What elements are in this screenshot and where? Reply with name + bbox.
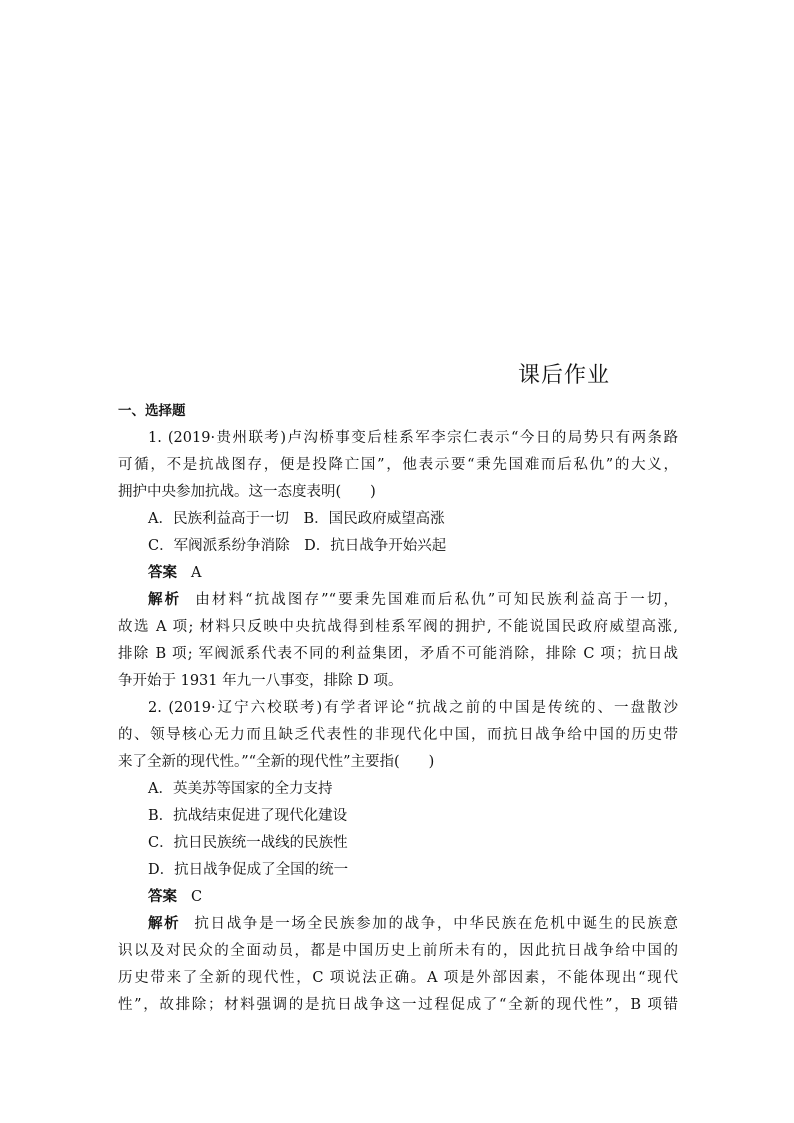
question-2-option: A．英美苏等国家的全力支持 <box>148 781 333 797</box>
question-1-option: C．军阀派系纷争消除 D．抗日战争开始兴起 <box>148 538 447 554</box>
question-1-line: 1. (2019·贵州联考)卢沟桥事变后桂系军李宗仁表示“今日的局势只有两条路 <box>148 430 678 446</box>
question-2-analysis <box>118 911 678 938</box>
question-2-option: D．抗日战争促成了全国的统一 <box>148 862 349 878</box>
analysis-text: 抗日战争是一场全民族参加的战争，中华民族在危机中诞生的民族意 <box>194 916 678 932</box>
question-1-option: A．民族利益高于一切 B．国民政府威望高涨 <box>148 511 445 527</box>
analysis-text: 由材料“抗战图存”“要秉先国难而后私仇”可知民族利益高于一切， <box>195 592 678 608</box>
analysis-text: 历史带来了全新的现代性，C 项说法正确。A 项是外部因素，不能体现出“现代 <box>118 970 678 986</box>
answer-value: C <box>191 889 203 905</box>
analysis-text: 故选 A 项; 材料只反映中央抗战得到桂系军阀的拥护, 不能说国民政府威望高涨, <box>118 619 678 635</box>
question-2-option: C．抗日民族统一战线的民族性 <box>148 835 348 851</box>
answer-label: 答案 <box>148 565 177 581</box>
answer-value: A <box>191 565 202 581</box>
answer-label: 答案 <box>148 889 177 905</box>
question-1-analysis <box>118 587 678 614</box>
question-1-line: 可循，不是抗战图存，便是投降亡国”，他表示要“秉先国难而后私仇”的大义， <box>118 457 678 473</box>
question-2-line: 的、领导核心无力而且缺乏代表性的非现代化中国，而抗日战争给中国的历史带 <box>118 727 678 743</box>
analysis-label: 解析 <box>148 592 182 608</box>
analysis-text: 争开始于 1931 年九一八事变，排除 D 项。 <box>118 673 403 689</box>
question-1-answer <box>118 560 678 587</box>
question-2-option: B．抗战结束促进了现代化建设 <box>148 808 348 824</box>
question-1 <box>118 425 678 695</box>
analysis-text: 排除 B 项; 军阀派系代表不同的利益集团，矛盾不可能消除，排除 C 项；抗日战 <box>118 646 678 662</box>
document-content <box>118 398 678 1019</box>
question-2-answer <box>118 884 678 911</box>
question-2-line: 2. (2019·辽宁六校联考)有学者评论“抗战之前的中国是传统的、一盘散沙 <box>148 700 678 716</box>
question-2-line: 来了全新的现代性。”“全新的现代性”主要指( ) <box>118 754 435 770</box>
section-heading: 一、选择题 <box>118 403 186 419</box>
question-2 <box>118 695 678 1019</box>
question-1-line: 拥护中央参加抗战。这一态度表明( ) <box>118 484 376 500</box>
analysis-text: 性”，故排除；材料强调的是抗日战争这一过程促成了“全新的现代性”，B 项错 <box>118 997 678 1013</box>
analysis-text: 识以及对民众的全面动员，都是中国历史上前所未有的，因此抗日战争给中国的 <box>118 943 678 959</box>
analysis-label: 解析 <box>148 916 181 932</box>
page-title: 课后作业 <box>518 363 611 388</box>
